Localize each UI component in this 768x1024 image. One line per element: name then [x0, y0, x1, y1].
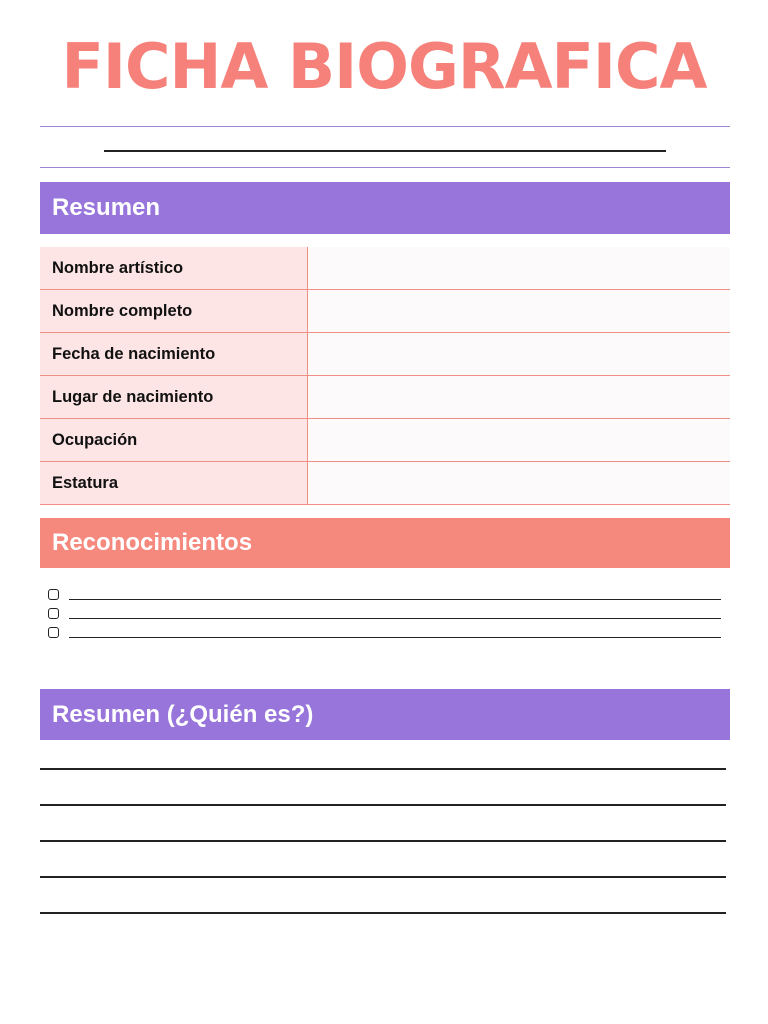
table-row — [40, 290, 730, 333]
list-item — [48, 586, 728, 602]
list-item — [48, 624, 728, 640]
writing-line[interactable] — [40, 804, 726, 806]
writing-line[interactable] — [40, 912, 726, 914]
blank-line[interactable] — [69, 637, 721, 639]
blank-line[interactable] — [69, 618, 721, 620]
checkbox[interactable] — [48, 589, 59, 600]
field-value[interactable] — [307, 462, 730, 505]
divider-top — [40, 126, 730, 127]
field-label: Ocupación — [40, 419, 307, 462]
checkbox[interactable] — [48, 627, 59, 638]
field-label: Nombre artístico — [40, 247, 307, 290]
field-value[interactable] — [307, 247, 730, 290]
field-label: Lugar de nacimiento — [40, 376, 307, 419]
section-header-resumen — [40, 182, 730, 234]
checkbox[interactable] — [48, 608, 59, 619]
section-heading-resumen: Resumen — [52, 194, 161, 221]
field-label: Fecha de nacimiento — [40, 333, 307, 376]
section-header-reconocimientos — [40, 518, 730, 568]
table-row — [40, 419, 730, 462]
blank-line[interactable] — [69, 599, 721, 601]
field-value[interactable] — [307, 290, 730, 333]
table-row — [40, 333, 730, 376]
table-row — [40, 376, 730, 419]
section-header-quien-es — [40, 689, 730, 740]
field-value[interactable] — [307, 376, 730, 419]
field-value[interactable] — [307, 333, 730, 376]
writing-line[interactable] — [40, 840, 726, 842]
writing-line[interactable] — [40, 876, 726, 878]
page-title: FICHA BIOGRAFICA — [61, 30, 707, 103]
field-label: Nombre completo — [40, 290, 307, 333]
info-table — [40, 247, 730, 505]
field-value[interactable] — [307, 419, 730, 462]
section-heading-reconocimientos: Reconocimientos — [52, 529, 253, 556]
divider-bottom — [40, 167, 730, 168]
list-item — [48, 605, 728, 621]
writing-line[interactable] — [40, 768, 726, 770]
table-row — [40, 247, 730, 290]
name-blank-line[interactable] — [104, 150, 666, 152]
field-label: Estatura — [40, 462, 307, 505]
table-row — [40, 462, 730, 505]
section-heading-quien-es: Resumen (¿Quién es?) — [52, 700, 314, 728]
